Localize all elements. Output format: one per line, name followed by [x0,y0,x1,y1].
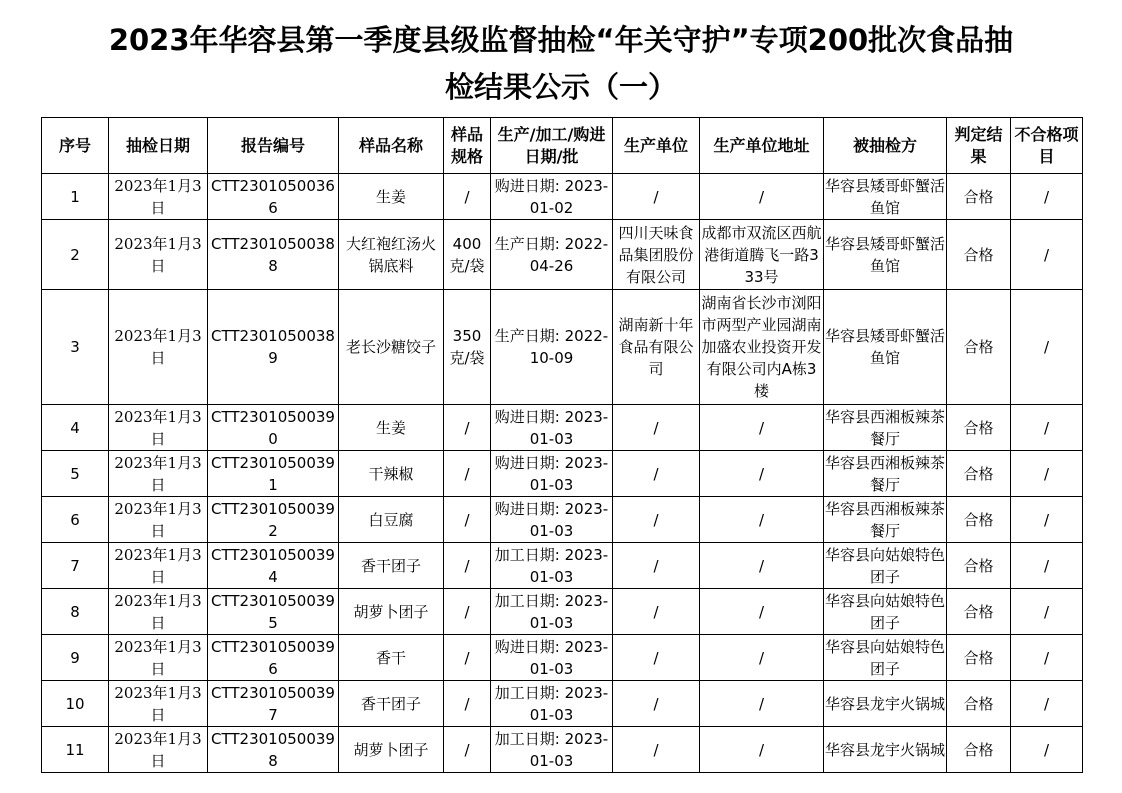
cell-fail-items: / [1011,635,1083,681]
cell-spec: / [444,635,491,681]
cell-inspected: 华容县向姑娘特色团子 [824,543,947,589]
cell-result: 合格 [947,405,1011,451]
cell-fail-items: / [1011,220,1083,290]
cell-report: CTT23010500390 [208,405,339,451]
cell-result: 合格 [947,497,1011,543]
cell-prod-date: 加工日期: 2023-01-03 [491,543,613,589]
cell-report: CTT23010500397 [208,681,339,727]
cell-inspected: 华容县矮哥虾蟹活鱼馆 [824,174,947,220]
cell-sample: 白豆腐 [339,497,444,543]
cell-report: CTT23010500396 [208,635,339,681]
table-row [42,497,1083,543]
table-row [42,174,1083,220]
cell-fail-items: / [1011,589,1083,635]
cell-result: 合格 [947,681,1011,727]
cell-date: 2023年1月3日 [109,451,208,497]
cell-date: 2023年1月3日 [109,405,208,451]
cell-date: 2023年1月3日 [109,589,208,635]
cell-prod-date: 购进日期: 2023-01-03 [491,405,613,451]
cell-spec: / [444,727,491,773]
cell-fail-items: / [1011,497,1083,543]
cell-fail-items: / [1011,290,1083,405]
cell-address: / [700,405,824,451]
page-title-line1: 2023年华容县第一季度县级监督抽检“年关守护”专项200批次食品抽 [108,23,1014,57]
cell-producer: / [613,727,700,773]
cell-prod-date: 购进日期: 2023-01-02 [491,174,613,220]
cell-prod-date: 加工日期: 2023-01-03 [491,727,613,773]
cell-result: 合格 [947,727,1011,773]
cell-address: / [700,727,824,773]
cell-producer: / [613,635,700,681]
cell-report: CTT23010500366 [208,174,339,220]
cell-prod-date: 生产日期: 2022-10-09 [491,290,613,405]
cell-no: 8 [42,589,109,635]
cell-spec: 350克/袋 [444,290,491,405]
cell-no: 6 [42,497,109,543]
col-header-sample: 样品名称 [339,118,444,174]
cell-prod-date: 加工日期: 2023-01-03 [491,681,613,727]
cell-no: 11 [42,727,109,773]
cell-report: CTT23010500392 [208,497,339,543]
cell-inspected: 华容县向姑娘特色团子 [824,635,947,681]
table-row [42,681,1083,727]
col-header-no: 序号 [42,118,109,174]
col-header-inspected: 被抽检方 [824,118,947,174]
cell-sample: 生姜 [339,405,444,451]
cell-spec: / [444,451,491,497]
col-header-result: 判定结果 [947,118,1011,174]
cell-no: 1 [42,174,109,220]
cell-no: 9 [42,635,109,681]
cell-fail-items: / [1011,451,1083,497]
table-row [42,405,1083,451]
cell-address: / [700,543,824,589]
cell-spec: / [444,174,491,220]
page-title-line2: 检结果公示（一） [444,70,677,104]
cell-sample: 生姜 [339,174,444,220]
cell-fail-items: / [1011,727,1083,773]
cell-date: 2023年1月3日 [109,497,208,543]
cell-fail-items: / [1011,681,1083,727]
cell-address: / [700,451,824,497]
cell-report: CTT23010500389 [208,290,339,405]
cell-no: 3 [42,290,109,405]
table-row [42,290,1083,405]
cell-sample: 香干团子 [339,681,444,727]
cell-address: / [700,681,824,727]
cell-prod-date: 加工日期: 2023-01-03 [491,589,613,635]
cell-no: 5 [42,451,109,497]
cell-sample: 香干 [339,635,444,681]
cell-sample: 胡萝卜团子 [339,727,444,773]
cell-date: 2023年1月3日 [109,727,208,773]
cell-spec: / [444,589,491,635]
table-row [42,589,1083,635]
col-header-prod-date: 生产/加工/购进日期/批 [491,118,613,174]
cell-result: 合格 [947,589,1011,635]
cell-no: 10 [42,681,109,727]
cell-date: 2023年1月3日 [109,681,208,727]
cell-result: 合格 [947,635,1011,681]
cell-no: 4 [42,405,109,451]
cell-producer: 湖南新十年食品有限公司 [613,290,700,405]
cell-spec: / [444,681,491,727]
cell-prod-date: 购进日期: 2023-01-03 [491,497,613,543]
cell-address: / [700,589,824,635]
cell-prod-date: 购进日期: 2023-01-03 [491,635,613,681]
cell-address: / [700,635,824,681]
results-table [41,117,1083,773]
header-row [42,118,1083,174]
cell-producer: / [613,681,700,727]
cell-report: CTT23010500398 [208,727,339,773]
cell-sample: 老长沙糖饺子 [339,290,444,405]
col-header-fail-items: 不合格项目 [1011,118,1083,174]
col-header-report: 报告编号 [208,118,339,174]
cell-fail-items: / [1011,174,1083,220]
cell-result: 合格 [947,220,1011,290]
cell-result: 合格 [947,543,1011,589]
cell-sample: 大红袍红汤火锅底料 [339,220,444,290]
cell-producer: 四川天味食品集团股份有限公司 [613,220,700,290]
cell-sample: 香干团子 [339,543,444,589]
col-header-spec: 样品规格 [444,118,491,174]
cell-date: 2023年1月3日 [109,220,208,290]
cell-address: / [700,497,824,543]
cell-date: 2023年1月3日 [109,543,208,589]
cell-sample: 干辣椒 [339,451,444,497]
cell-inspected: 华容县矮哥虾蟹活鱼馆 [824,220,947,290]
cell-inspected: 华容县龙宇火锅城 [824,727,947,773]
cell-inspected: 华容县向姑娘特色团子 [824,589,947,635]
cell-address: 湖南省长沙市浏阳市两型产业园湖南加盛农业投资开发有限公司内A栋3楼 [700,290,824,405]
cell-spec: / [444,543,491,589]
col-header-date: 抽检日期 [109,118,208,174]
col-header-producer: 生产单位 [613,118,700,174]
cell-inspected: 华容县西湘板辣茶餐厅 [824,497,947,543]
cell-result: 合格 [947,290,1011,405]
cell-inspected: 华容县西湘板辣茶餐厅 [824,405,947,451]
table-row [42,543,1083,589]
cell-no: 2 [42,220,109,290]
cell-producer: / [613,589,700,635]
table-row [42,220,1083,290]
cell-sample: 胡萝卜团子 [339,589,444,635]
cell-fail-items: / [1011,543,1083,589]
cell-inspected: 华容县矮哥虾蟹活鱼馆 [824,290,947,405]
cell-date: 2023年1月3日 [109,635,208,681]
cell-producer: / [613,405,700,451]
table-row [42,635,1083,681]
cell-report: CTT23010500394 [208,543,339,589]
cell-address: 成都市双流区西航港街道腾飞一路333号 [700,220,824,290]
cell-prod-date: 购进日期: 2023-01-03 [491,451,613,497]
cell-fail-items: / [1011,405,1083,451]
col-header-address: 生产单位地址 [700,118,824,174]
cell-inspected: 华容县龙宇火锅城 [824,681,947,727]
cell-date: 2023年1月3日 [109,290,208,405]
cell-spec: / [444,405,491,451]
cell-report: CTT23010500391 [208,451,339,497]
cell-producer: / [613,174,700,220]
cell-report: CTT23010500395 [208,589,339,635]
cell-result: 合格 [947,174,1011,220]
cell-no: 7 [42,543,109,589]
cell-spec: 400克/袋 [444,220,491,290]
cell-inspected: 华容县西湘板辣茶餐厅 [824,451,947,497]
cell-date: 2023年1月3日 [109,174,208,220]
cell-prod-date: 生产日期: 2022-04-26 [491,220,613,290]
cell-report: CTT23010500388 [208,220,339,290]
cell-result: 合格 [947,451,1011,497]
table-row [42,727,1083,773]
cell-address: / [700,174,824,220]
cell-producer: / [613,497,700,543]
cell-spec: / [444,497,491,543]
table-row [42,451,1083,497]
cell-producer: / [613,451,700,497]
cell-producer: / [613,543,700,589]
